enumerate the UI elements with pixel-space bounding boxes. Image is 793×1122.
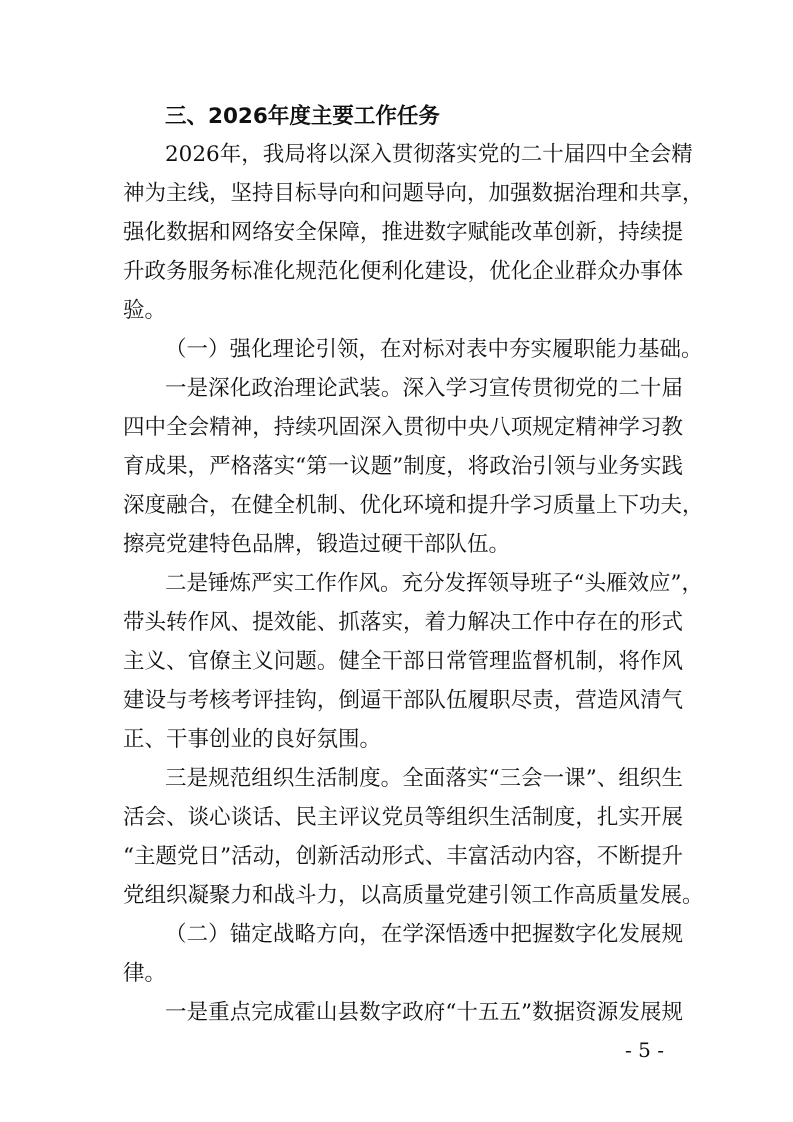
paragraph-line: 正、干事创业的良好氛围。 bbox=[123, 727, 382, 752]
subsection-heading-continued: 律。 bbox=[123, 961, 167, 986]
paragraph-line: 育成果，严格落实“第一议题”制度，将政治引领与业务实践 bbox=[123, 454, 683, 479]
paragraph-line: 三是规范组织生活制度。全面落实“三会一课”、组织生 bbox=[165, 766, 683, 791]
paragraph-line: 二是锤炼严实工作作风。充分发挥领导班子“头雁效应”， bbox=[165, 571, 703, 596]
paragraph-line: 活会、谈心谈话、民主评议党员等组织生活制度，扎实开展 bbox=[123, 805, 683, 830]
paragraph-line: 2026年，我局将以深入贯彻落实党的二十届四中全会精 bbox=[165, 142, 693, 167]
paragraph-line: 带头转作风、提效能、抓落实，着力解决工作中存在的形式 bbox=[123, 610, 683, 635]
paragraph-line: 党组织凝聚力和战斗力，以高质量党建引领工作高质量发展。 bbox=[123, 883, 704, 908]
paragraph-line: 一是深化政治理论武装。深入学习宣传贯彻党的二十届 bbox=[165, 376, 683, 401]
paragraph-line: 建设与考核考评挂钩，倒逼干部队伍履职尽责，营造风清气 bbox=[123, 688, 683, 713]
page-number: - 5 - bbox=[625, 1038, 664, 1062]
paragraph-line: 升政务服务标准化规范化便利化建设，优化企业群众办事体 bbox=[123, 259, 683, 284]
paragraph-line: 主义、官僚主义问题。健全干部日常管理监督机制，将作风 bbox=[123, 649, 683, 674]
paragraph-line: 验。 bbox=[123, 298, 167, 323]
paragraph-line: 强化数据和网络安全保障，推进数字赋能改革创新，持续提 bbox=[123, 220, 683, 245]
paragraph-line: “主题党日”活动，创新活动形式、丰富活动内容，不断提升 bbox=[123, 844, 683, 869]
paragraph-line: 擦亮党建特色品牌，锻造过硬干部队伍。 bbox=[123, 532, 511, 557]
subsection-heading: （一）强化理论引领，在对标对表中夯实履职能力基础。 bbox=[165, 337, 703, 362]
paragraph-line: 深度融合，在健全机制、优化环境和提升学习质量上下功夫， bbox=[123, 493, 704, 518]
paragraph-line: 一是重点完成霍山县数字政府“十五五”数据资源发展规 bbox=[165, 1000, 683, 1025]
section-heading: 三、2026年度主要工作任务 bbox=[165, 104, 440, 129]
paragraph-line: 神为主线，坚持目标导向和问题导向，加强数据治理和共享， bbox=[123, 181, 704, 206]
subsection-heading: （二）锚定战略方向，在学深悟透中把握数字化发展规 bbox=[165, 922, 683, 947]
paragraph-line: 四中全会精神，持续巩固深入贯彻中央八项规定精神学习教 bbox=[123, 415, 683, 440]
